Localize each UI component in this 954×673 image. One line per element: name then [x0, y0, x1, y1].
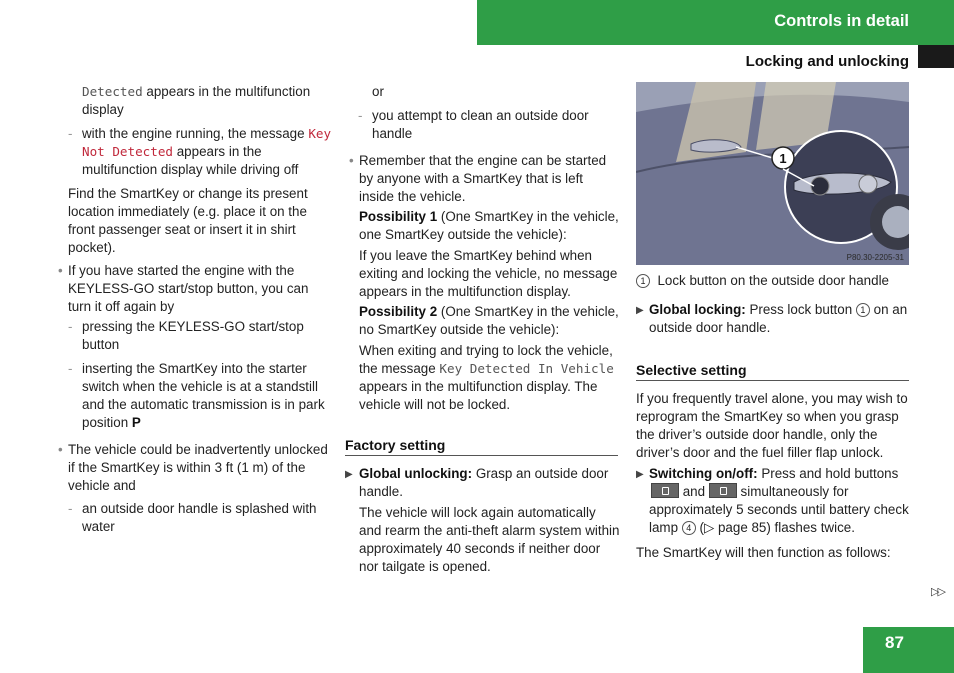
instruction-arrow-icon: ▶ — [636, 305, 644, 316]
selective-setting-paragraph: If you frequently travel alone, you may wish to reprogram the SmartKey so when you grasp the driver’s outside door handle, only the driver’s door and the fuel filler flap unlock. — [636, 391, 908, 460]
bullet-item: If you have started the engine with the KEYLESS-GO start/stop button, you can turn it off again by — [68, 263, 309, 314]
chapter-tab-marker — [918, 45, 954, 68]
selective-setting-heading: Selective setting — [636, 361, 909, 381]
subsection-title: Locking and unlocking — [745, 53, 909, 70]
paragraph: Find the SmartKey or change its present location immediately (e.g. place it on the front passenger seat or insert it in shirt pocket). — [68, 186, 308, 255]
factory-setting-heading: Factory setting — [345, 436, 618, 456]
final-paragraph: The SmartKey will then function as follows: — [636, 545, 891, 560]
item-text: appears in the multifunction display — [82, 84, 311, 117]
photo-caption: 1 Lock button on the outside door handle — [636, 272, 912, 290]
possibility-1-body: If you leave the SmartKey behind when exiting and locking the vehicle, no message appears in the multifunction display. — [359, 248, 618, 299]
callout-number-icon: 1 — [856, 303, 870, 317]
instruction-arrow-icon: ▶ — [345, 469, 353, 480]
unlock-button-icon — [651, 483, 679, 498]
park-position-letter: P — [131, 415, 141, 430]
door-handle-illustration — [636, 82, 909, 265]
list-item: with the engine running, the message Key Not Detected appears in the multifunction display while driving off — [82, 126, 332, 177]
section-title: Controls in detail — [774, 12, 909, 30]
list-item: inserting the SmartKey into the starter switch when the vehicle is at a standstill and the automatic transmission is in park position P — [82, 361, 325, 430]
dash-marker: - — [68, 319, 73, 334]
bullet-marker: • — [58, 442, 63, 457]
instruction-arrow-icon: ▶ — [636, 469, 644, 480]
dash-marker: - — [68, 126, 73, 141]
battery-check-lamp-icon: 4 — [682, 521, 696, 535]
global-locking-step: Global locking: Press lock button 1 on an outside door handle. — [649, 302, 908, 335]
or-text: or — [372, 84, 384, 99]
dash-marker: - — [68, 501, 73, 516]
callout-number-icon: 1 — [636, 274, 650, 288]
possibility-2: Possibility 2 (One SmartKey in the vehicle, no SmartKey outside the vehicle): — [359, 304, 619, 337]
list-item: pressing the KEYLESS-GO start/stop button — [82, 319, 304, 352]
possibility-2-body: When exiting and trying to lock the vehicle, the message Key Detected In Vehicle appears in the multifunction display. The vehicle will not be locked. — [359, 343, 614, 412]
global-unlocking-note: The vehicle will lock again automatically and rearm the anti-theft alarm system within approximately 40 seconds if neither door nor tailgate is opened. — [359, 505, 620, 574]
page-number-box — [863, 627, 954, 673]
display-message-detected: Detected — [82, 84, 143, 99]
bullet-item: The vehicle could be inadvertently unlocked if the SmartKey is within 3 ft (1 m) of the vehicle and — [68, 442, 328, 493]
photo-code: P80.30-2205-31 — [846, 253, 904, 262]
bullet-marker: • — [58, 263, 63, 278]
list-item: an outside door handle is splashed with water — [82, 501, 317, 534]
page-number: 87 — [885, 633, 904, 652]
possibility-1: Possibility 1 (One SmartKey in the vehicle, one SmartKey outside the vehicle): — [359, 209, 619, 242]
dash-marker: - — [68, 361, 73, 376]
section-header-bar — [477, 0, 954, 45]
door-handle-photo — [636, 82, 909, 265]
list-item: you attempt to clean an outside door handle — [372, 108, 589, 141]
bullet-marker: • — [349, 153, 354, 168]
bullet-item: Remember that the engine can be started by anyone with a SmartKey that is left inside the vehicle. — [359, 153, 607, 204]
display-message-key-not-detected: Key Not Detected — [82, 126, 332, 159]
lock-button-icon — [709, 483, 737, 498]
dash-marker: - — [358, 108, 363, 123]
global-unlocking-step: Global unlocking: Grasp an outside door handle. — [359, 466, 609, 499]
continued-item — [82, 83, 332, 119]
continue-arrows-icon: ▷▷ — [931, 586, 944, 598]
photo-callout-1: 1 — [779, 151, 787, 166]
switching-step: Switching on/off: Press and hold buttons and simultaneously for approximately 5 seconds until battery check lamp 4 (▷ page 85) flashes twice. — [649, 466, 909, 535]
display-message-key-detected-in-vehicle: Key Detected In Vehicle — [439, 361, 614, 376]
